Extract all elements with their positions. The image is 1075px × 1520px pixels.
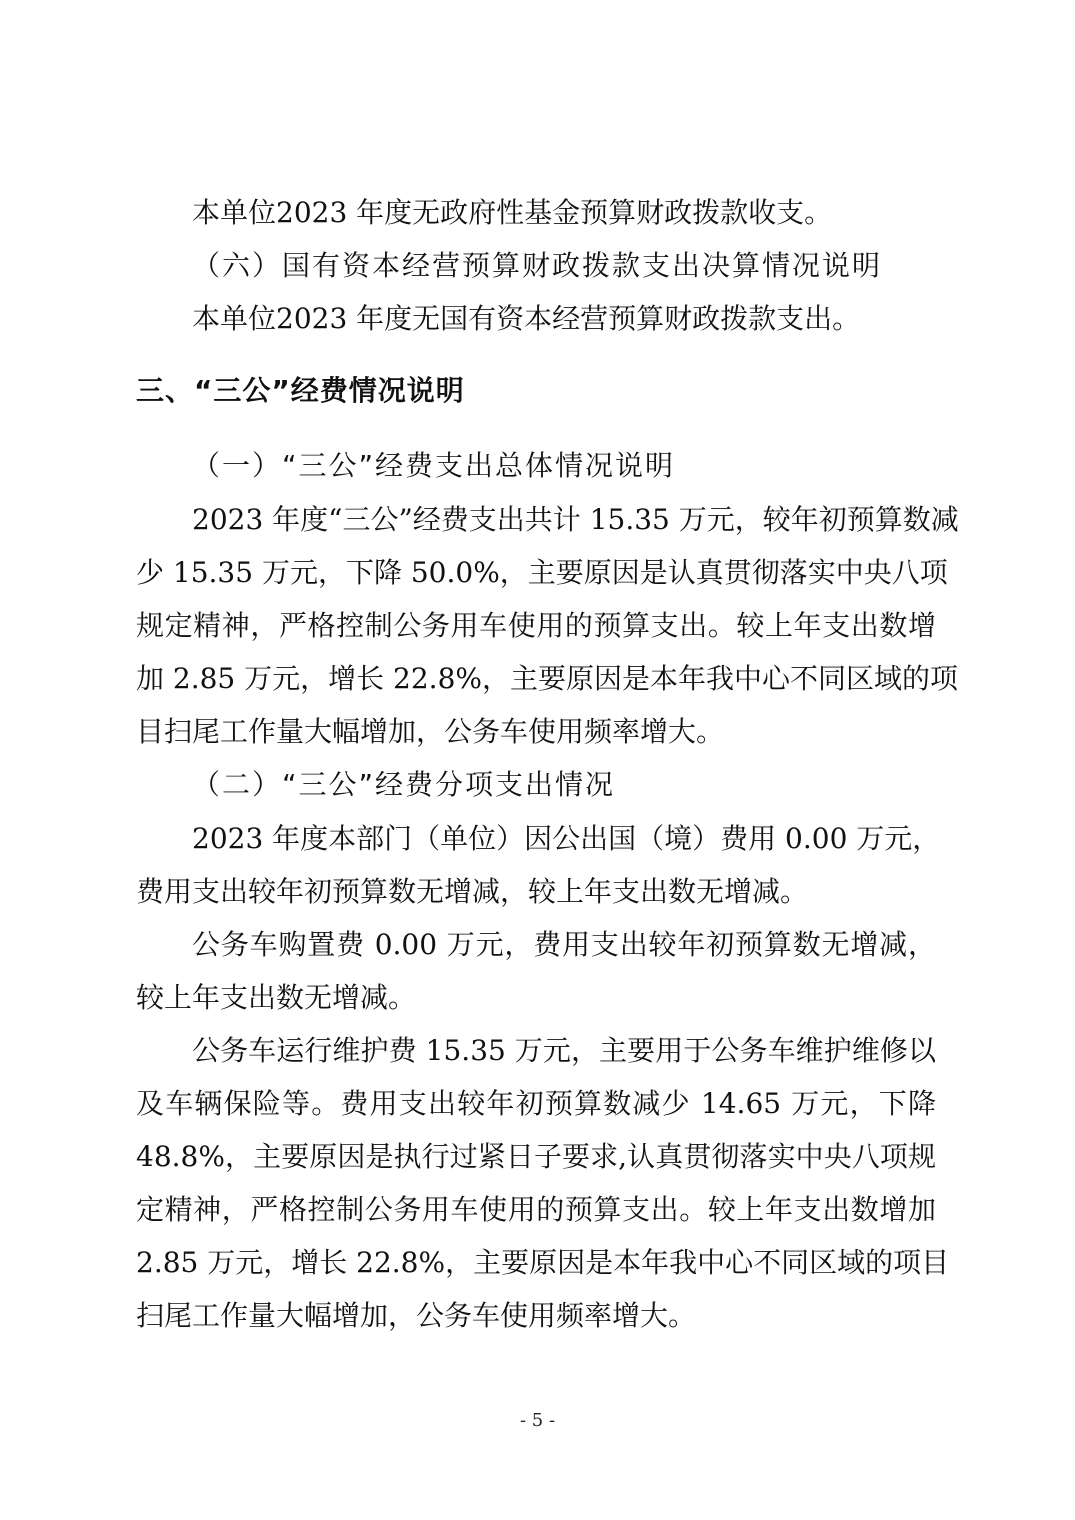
paragraph-vehicle-operation-line: 48.8%，主要原因是执行过紧日子要求,认真贯彻落实中央八项规: [136, 1140, 936, 1173]
paragraph-vehicle-operation-line: 公务车运行维护费 15.35 万元，主要用于公务车维护维修以: [192, 1034, 936, 1067]
subsection-heading-overall: （一）“三公”经费支出总体情况说明: [192, 449, 676, 482]
paragraph-state-capital-note: 本单位2023 年度无国有资本经营预算财政拨款支出。: [192, 302, 861, 335]
paragraph-government-fund-note: 本单位2023 年度无政府性基金预算财政拨款收支。: [192, 196, 833, 229]
paragraph-overall-line: 少 15.35 万元，下降 50.0%，主要原因是认真贯彻落实中央八项: [136, 556, 948, 589]
paragraph-vehicle-purchase-line: 公务车购置费 0.00 万元，费用支出较年初预算数无增减，: [192, 928, 936, 961]
page-number: - 5 -: [519, 1410, 556, 1431]
paragraph-overall-line: 目扫尾工作量大幅增加，公务车使用频率增大。: [136, 715, 725, 748]
subsection-heading-state-capital: （六）国有资本经营预算财政拨款支出决算情况说明: [192, 249, 883, 282]
paragraph-overall-line: 加 2.85 万元，增长 22.8%，主要原因是本年我中心不同区域的项: [136, 662, 958, 695]
paragraph-vehicle-operation-line: 及车辆保险等。费用支出较年初预算数减少 14.65 万元，下降: [136, 1087, 936, 1120]
paragraph-vehicle-operation-line: 扫尾工作量大幅增加，公务车使用频率增大。: [136, 1299, 697, 1332]
paragraph-overall-line: 2023 年度“三公”经费支出共计 15.35 万元，较年初预算数减: [192, 503, 959, 536]
subsection-heading-itemized: （二）“三公”经费分项支出情况: [192, 768, 616, 801]
paragraph-overseas-line: 费用支出较年初预算数无增减，较上年支出数无增减。: [136, 875, 809, 908]
paragraph-vehicle-operation-line: 定精神，严格控制公务用车使用的预算支出。较上年支出数增加: [136, 1193, 936, 1226]
paragraph-overall-line: 规定精神，严格控制公务用车使用的预算支出。较上年支出数增: [136, 609, 936, 642]
section-heading-three-public-expenses: 三、“三公”经费情况说明: [136, 374, 465, 407]
paragraph-overseas-line: 2023 年度本部门（单位）因公出国（境）费用 0.00 万元，: [192, 822, 941, 855]
paragraph-vehicle-operation-line: 2.85 万元，增长 22.8%，主要原因是本年我中心不同区域的项目: [136, 1246, 950, 1279]
paragraph-vehicle-purchase-line: 较上年支出数无增减。: [136, 981, 417, 1014]
